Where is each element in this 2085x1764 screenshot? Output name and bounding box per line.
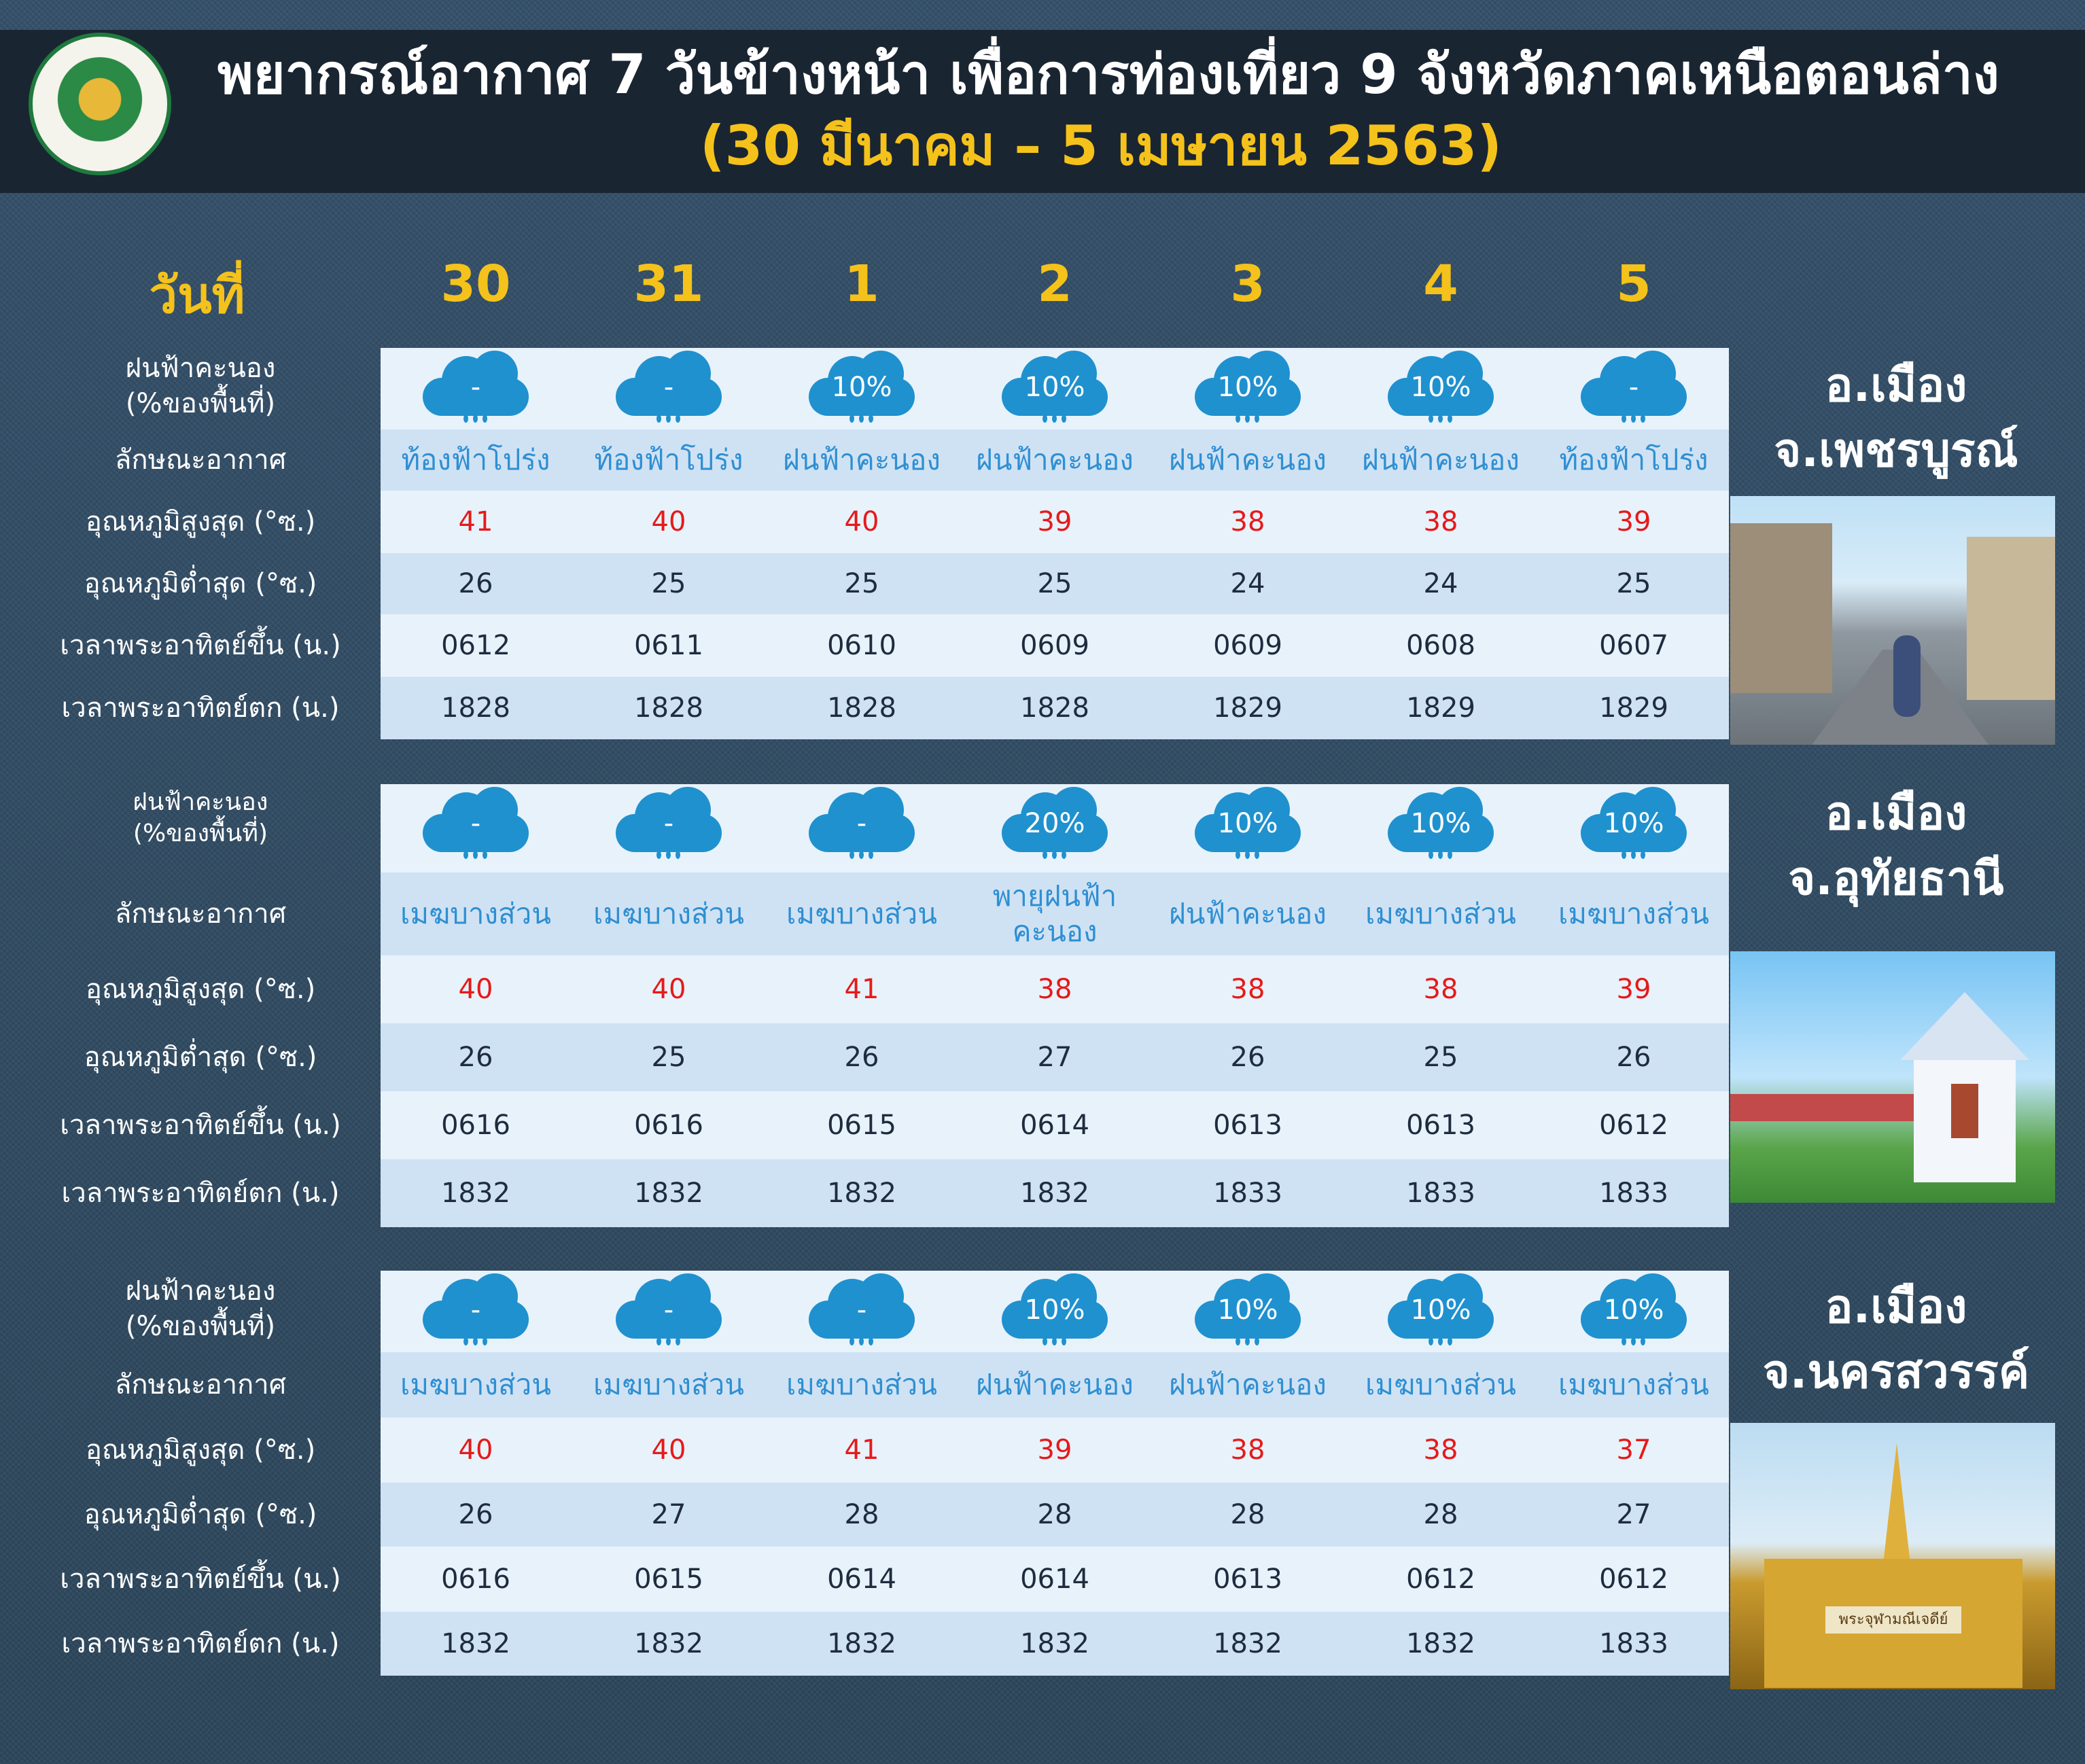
rain-percent: 10% bbox=[1410, 372, 1471, 403]
cell-sunset: 1832 bbox=[634, 1628, 703, 1659]
row-label-condition: ลักษณะอากาศ bbox=[114, 444, 287, 476]
place-district: อ.เมือง bbox=[1825, 787, 1967, 841]
row-label-min: อุณหภูมิต่ำสุด (°ซ.) bbox=[84, 568, 317, 599]
cell-min: 28 bbox=[1037, 1499, 1072, 1530]
raindrops-icon bbox=[1041, 851, 1068, 863]
raindrop bbox=[1052, 414, 1057, 423]
rain-percent: - bbox=[470, 1294, 481, 1326]
cell-sunset: 1833 bbox=[1599, 1628, 1668, 1659]
meteorological-department-logo bbox=[29, 33, 171, 175]
cell-sunrise: 0616 bbox=[441, 1110, 510, 1141]
raindrops-icon bbox=[462, 414, 489, 427]
cloud-shape bbox=[1002, 787, 1108, 855]
day-label: วันที่ bbox=[149, 266, 245, 325]
cell-sunrise: 0616 bbox=[441, 1564, 510, 1595]
raindrop bbox=[1245, 1337, 1250, 1345]
rain-cloud-icon bbox=[379, 351, 572, 427]
raindrops-icon bbox=[655, 851, 682, 863]
row-label-sunset: เวลาพระอาทิตย์ตก (น.) bbox=[61, 1628, 340, 1659]
cloud-shape bbox=[616, 1273, 722, 1341]
raindrops-icon bbox=[1234, 851, 1261, 863]
day-header: 4 bbox=[1423, 255, 1458, 313]
cell-condition: ฝนฟ้าคะนอง bbox=[1362, 443, 1520, 476]
rain-cloud-icon bbox=[379, 787, 572, 870]
raindrop bbox=[1052, 851, 1057, 859]
cell-max: 40 bbox=[651, 506, 686, 537]
raindrop bbox=[656, 1337, 661, 1345]
cell-condition: เมฆบางส่วน bbox=[786, 897, 937, 930]
cloud-shape bbox=[1195, 787, 1301, 855]
rain-cloud-icon bbox=[958, 351, 1151, 427]
cell-sunset: 1832 bbox=[1213, 1628, 1282, 1659]
raindrop bbox=[1448, 414, 1452, 423]
cell-min: 25 bbox=[844, 568, 879, 599]
day-header: 5 bbox=[1616, 255, 1651, 313]
motorbike-rider bbox=[1893, 635, 1921, 717]
raindrop bbox=[1429, 851, 1433, 859]
cell-condition: ท้องฟ้าโปร่ง bbox=[1559, 443, 1709, 476]
raindrop bbox=[463, 1337, 468, 1345]
cell-max: 40 bbox=[651, 974, 686, 1005]
rain-percent: 20% bbox=[1024, 808, 1085, 839]
cell-min: 25 bbox=[651, 1042, 686, 1073]
riverside-town bbox=[1730, 1094, 1934, 1121]
raindrops-icon bbox=[1041, 414, 1068, 427]
raindrop bbox=[1622, 851, 1626, 859]
cell-sunrise: 0607 bbox=[1599, 630, 1668, 661]
raindrop bbox=[1622, 1337, 1626, 1345]
raindrop bbox=[666, 851, 671, 859]
raindrop bbox=[1438, 851, 1443, 859]
rain-percent: - bbox=[856, 808, 867, 839]
rain-percent: - bbox=[663, 1294, 674, 1326]
row-label-rain: ฝนฟ้าคะนอง (%ของพื้นที่) bbox=[125, 1275, 276, 1342]
cell-max: 41 bbox=[844, 1434, 879, 1466]
raindrop bbox=[483, 1337, 487, 1345]
cell-sunset: 1829 bbox=[1599, 692, 1668, 724]
cell-sunrise: 0615 bbox=[827, 1110, 896, 1141]
place-district: อ.เมือง bbox=[1825, 1280, 1967, 1334]
raindrop bbox=[849, 851, 854, 859]
rain-percent: - bbox=[663, 372, 674, 403]
cell-min: 24 bbox=[1230, 568, 1265, 599]
cell-sunrise: 0610 bbox=[827, 630, 896, 661]
raindrop bbox=[1062, 414, 1066, 423]
cell-max: 38 bbox=[1230, 974, 1265, 1005]
cell-min: 26 bbox=[458, 568, 493, 599]
row-label-rain: ฝนฟ้าคะนอง (%ของพื้นที่) bbox=[133, 788, 268, 847]
day-header: 2 bbox=[1037, 255, 1072, 313]
cell-condition: พายุฝนฟ้า คะนอง bbox=[992, 879, 1117, 948]
raindrop bbox=[1641, 851, 1645, 859]
cell-sunrise: 0615 bbox=[634, 1564, 703, 1595]
raindrop bbox=[1245, 851, 1250, 859]
rain-percent: 10% bbox=[1410, 1294, 1471, 1326]
raindrops-icon bbox=[1427, 851, 1454, 863]
pavilion-roof bbox=[1900, 992, 2029, 1060]
cell-max: 37 bbox=[1616, 1434, 1651, 1466]
rain-cloud-icon bbox=[1151, 351, 1344, 427]
cloud-shape bbox=[423, 351, 529, 419]
cell-sunrise: 0613 bbox=[1213, 1564, 1282, 1595]
cell-condition: ฝนฟ้าคะนอง bbox=[1169, 1368, 1327, 1401]
raindrop bbox=[849, 414, 854, 423]
cell-sunset: 1833 bbox=[1213, 1178, 1282, 1209]
raindrop bbox=[1641, 1337, 1645, 1345]
raindrop bbox=[1245, 414, 1250, 423]
raindrop bbox=[1236, 1337, 1240, 1345]
raindrop bbox=[463, 414, 468, 423]
cell-sunset: 1828 bbox=[827, 692, 896, 724]
raindrop bbox=[1236, 851, 1240, 859]
raindrop bbox=[1631, 414, 1636, 423]
cell-sunset: 1828 bbox=[634, 692, 703, 724]
day-header: 30 bbox=[440, 255, 511, 313]
cloud-shape bbox=[1195, 1273, 1301, 1341]
rain-percent: - bbox=[663, 808, 674, 839]
raindrop bbox=[1236, 414, 1240, 423]
cell-min: 27 bbox=[1037, 1042, 1072, 1073]
cell-sunrise: 0614 bbox=[1020, 1564, 1089, 1595]
cloud-shape bbox=[423, 787, 529, 855]
raindrop bbox=[1641, 414, 1645, 423]
rain-cloud-icon bbox=[958, 1273, 1151, 1350]
raindrop bbox=[1622, 414, 1626, 423]
raindrops-icon bbox=[1620, 851, 1647, 863]
cloud-shape bbox=[809, 1273, 915, 1341]
cell-sunset: 1829 bbox=[1406, 692, 1475, 724]
cell-min: 28 bbox=[1230, 1499, 1265, 1530]
cell-min: 27 bbox=[1616, 1499, 1651, 1530]
raindrops-icon bbox=[848, 414, 875, 427]
rain-cloud-icon bbox=[1151, 787, 1344, 870]
cell-min: 25 bbox=[651, 568, 686, 599]
raindrop bbox=[1255, 414, 1259, 423]
cell-min: 26 bbox=[1230, 1042, 1265, 1073]
cell-min: 24 bbox=[1423, 568, 1458, 599]
cell-condition: เมฆบางส่วน bbox=[400, 1368, 551, 1401]
cell-sunrise: 0613 bbox=[1213, 1110, 1282, 1141]
street-scene-photo bbox=[1730, 496, 2055, 745]
rain-cloud-icon bbox=[1537, 787, 1730, 870]
day-header: 1 bbox=[844, 255, 879, 313]
cell-max: 38 bbox=[1037, 974, 1072, 1005]
cloud-shape bbox=[423, 1273, 529, 1341]
cell-sunset: 1832 bbox=[827, 1178, 896, 1209]
row-label-condition: ลักษณะอากาศ bbox=[114, 1369, 287, 1400]
rain-percent: 10% bbox=[1217, 808, 1278, 839]
cell-sunset: 1832 bbox=[1020, 1178, 1089, 1209]
raindrop bbox=[473, 1337, 478, 1345]
rain-cloud-icon bbox=[765, 351, 958, 427]
cell-condition: ฝนฟ้าคะนอง bbox=[1169, 897, 1327, 930]
place-province: จ.อุทัยธานี bbox=[1788, 852, 2004, 906]
place-district: อ.เมือง bbox=[1825, 359, 1967, 412]
cell-max: 39 bbox=[1616, 974, 1651, 1005]
row-label-min: อุณหภูมิต่ำสุด (°ซ.) bbox=[84, 1042, 317, 1073]
raindrop bbox=[849, 1337, 854, 1345]
pavilion-window bbox=[1951, 1084, 1978, 1138]
cell-max: 41 bbox=[844, 974, 879, 1005]
cell-condition: ท้องฟ้าโปร่ง bbox=[594, 443, 743, 476]
building-left bbox=[1730, 523, 1832, 693]
cell-min: 26 bbox=[844, 1042, 879, 1073]
row-label-max: อุณหภูมิสูงสุด (°ซ.) bbox=[85, 1434, 316, 1466]
cell-condition: ฝนฟ้าคะนอง bbox=[976, 443, 1134, 476]
raindrop bbox=[473, 851, 478, 859]
row-label-condition: ลักษณะอากาศ bbox=[114, 898, 287, 930]
rain-percent: 10% bbox=[1217, 1294, 1278, 1326]
raindrop bbox=[676, 851, 680, 859]
raindrop bbox=[1448, 1337, 1452, 1345]
raindrop bbox=[869, 851, 873, 859]
raindrop bbox=[666, 1337, 671, 1345]
cell-condition: เมฆบางส่วน bbox=[1365, 1368, 1516, 1401]
rain-cloud-icon bbox=[1344, 787, 1537, 870]
raindrop bbox=[1052, 1337, 1057, 1345]
raindrops-icon bbox=[848, 1337, 875, 1350]
raindrops-icon bbox=[1620, 414, 1647, 427]
cell-min: 28 bbox=[844, 1499, 879, 1530]
row-label-sunset: เวลาพระอาทิตย์ตก (น.) bbox=[61, 692, 340, 724]
raindrop bbox=[1062, 851, 1066, 859]
cell-min: 25 bbox=[1616, 568, 1651, 599]
cell-max: 40 bbox=[844, 506, 879, 537]
row-label-sunrise: เวลาพระอาทิตย์ขึ้น (น.) bbox=[60, 1564, 341, 1595]
cell-max: 38 bbox=[1423, 506, 1458, 537]
raindrop bbox=[473, 414, 478, 423]
cell-max: 39 bbox=[1037, 506, 1072, 537]
cell-max: 40 bbox=[651, 1434, 686, 1466]
cell-max: 38 bbox=[1230, 506, 1265, 537]
cloud-shape bbox=[1581, 787, 1687, 855]
cell-sunset: 1832 bbox=[827, 1628, 896, 1659]
rain-percent: - bbox=[470, 372, 481, 403]
cell-condition: เมฆบางส่วน bbox=[1558, 1368, 1709, 1401]
cloud-shape bbox=[1581, 1273, 1687, 1341]
cell-sunrise: 0609 bbox=[1020, 630, 1089, 661]
raindrop bbox=[1448, 851, 1452, 859]
raindrop bbox=[859, 414, 864, 423]
rain-cloud-icon bbox=[1344, 351, 1537, 427]
row-label-min: อุณหภูมิต่ำสุด (°ซ.) bbox=[84, 1499, 317, 1530]
raindrop bbox=[463, 851, 468, 859]
cell-sunrise: 0612 bbox=[1599, 1110, 1668, 1141]
cell-sunrise: 0612 bbox=[441, 630, 510, 661]
day-header: 3 bbox=[1230, 255, 1265, 313]
cell-min: 25 bbox=[1037, 568, 1072, 599]
place-province: จ.เพชรบูรณ์ bbox=[1774, 424, 2018, 478]
page-subtitle: (30 มีนาคม – 5 เมษายน 2563) bbox=[700, 114, 1502, 177]
cell-max: 38 bbox=[1423, 1434, 1458, 1466]
rain-cloud-icon bbox=[1537, 1273, 1730, 1350]
raindrop bbox=[1438, 414, 1443, 423]
raindrop bbox=[1429, 1337, 1433, 1345]
cell-sunset: 1832 bbox=[634, 1178, 703, 1209]
cell-min: 26 bbox=[458, 1499, 493, 1530]
rain-percent: - bbox=[856, 1294, 867, 1326]
raindrops-icon bbox=[1234, 414, 1261, 427]
cloud-shape bbox=[1002, 351, 1108, 419]
cell-condition: ฝนฟ้าคะนอง bbox=[976, 1368, 1134, 1401]
rain-cloud-icon bbox=[958, 787, 1151, 870]
cell-max: 40 bbox=[458, 1434, 493, 1466]
raindrops-icon bbox=[655, 1337, 682, 1350]
rain-cloud-icon bbox=[1151, 1273, 1344, 1350]
raindrops-icon bbox=[1041, 1337, 1068, 1350]
cloud-shape bbox=[1388, 787, 1494, 855]
cloud-shape bbox=[1195, 351, 1301, 419]
cell-condition: เมฆบางส่วน bbox=[593, 1368, 744, 1401]
rain-percent: 10% bbox=[831, 372, 892, 403]
cell-sunset: 1829 bbox=[1213, 692, 1282, 724]
page-title: พยากรณ์อากาศ 7 วันข้างหน้า เพื่อการท่องเที่ยว 9 จังหวัดภาคเหนือตอนล่าง bbox=[217, 43, 1999, 106]
cell-max: 38 bbox=[1230, 1434, 1265, 1466]
raindrop bbox=[1438, 1337, 1443, 1345]
cell-sunset: 1832 bbox=[441, 1628, 510, 1659]
cell-sunrise: 0616 bbox=[634, 1110, 703, 1141]
raindrop bbox=[1255, 1337, 1259, 1345]
raindrop bbox=[1062, 1337, 1066, 1345]
rain-percent: 10% bbox=[1410, 808, 1471, 839]
raindrops-icon bbox=[462, 851, 489, 863]
raindrop bbox=[666, 414, 671, 423]
cell-max: 38 bbox=[1423, 974, 1458, 1005]
raindrop bbox=[656, 414, 661, 423]
cell-condition: เมฆบางส่วน bbox=[593, 897, 744, 930]
cloud-shape bbox=[1388, 351, 1494, 419]
rain-percent: - bbox=[470, 808, 481, 839]
cloud-shape bbox=[616, 787, 722, 855]
raindrop bbox=[859, 1337, 864, 1345]
cell-max: 39 bbox=[1616, 506, 1651, 537]
raindrops-icon bbox=[1427, 414, 1454, 427]
row-label-sunrise: เวลาพระอาทิตย์ขึ้น (น.) bbox=[60, 630, 341, 661]
rain-percent: 10% bbox=[1024, 1294, 1085, 1326]
cell-sunrise: 0608 bbox=[1406, 630, 1475, 661]
cell-sunrise: 0614 bbox=[1020, 1110, 1089, 1141]
raindrop bbox=[1631, 851, 1636, 859]
cell-condition: ท้องฟ้าโปร่ง bbox=[401, 443, 550, 476]
cell-sunset: 1833 bbox=[1406, 1178, 1475, 1209]
cell-min: 27 bbox=[651, 1499, 686, 1530]
cell-min: 26 bbox=[1616, 1042, 1651, 1073]
cell-min: 26 bbox=[458, 1042, 493, 1073]
raindrop bbox=[1042, 1337, 1047, 1345]
cloud-shape bbox=[1388, 1273, 1494, 1341]
raindrops-icon bbox=[1234, 1337, 1261, 1350]
raindrop bbox=[483, 851, 487, 859]
raindrops-icon bbox=[462, 1337, 489, 1350]
cell-sunset: 1828 bbox=[1020, 692, 1089, 724]
cloud-shape bbox=[1002, 1273, 1108, 1341]
rain-cloud-icon bbox=[765, 1273, 958, 1350]
building-right bbox=[1967, 537, 2055, 700]
cell-sunrise: 0612 bbox=[1599, 1564, 1668, 1595]
rain-cloud-icon bbox=[572, 787, 765, 870]
logo-emblem-icon bbox=[53, 57, 147, 151]
cell-min: 28 bbox=[1423, 1499, 1458, 1530]
raindrops-icon bbox=[1427, 1337, 1454, 1350]
cell-max: 41 bbox=[458, 506, 493, 537]
raindrop bbox=[1255, 851, 1259, 859]
cell-sunrise: 0609 bbox=[1213, 630, 1282, 661]
raindrop bbox=[656, 851, 661, 859]
row-label-rain: ฝนฟ้าคะนอง (%ของพื้นที่) bbox=[125, 353, 276, 419]
raindrops-icon bbox=[655, 414, 682, 427]
row-label-sunrise: เวลาพระอาทิตย์ขึ้น (น.) bbox=[60, 1110, 341, 1141]
row-label-max: อุณหภูมิสูงสุด (°ซ.) bbox=[85, 974, 316, 1005]
cell-condition: ฝนฟ้าคะนอง bbox=[1169, 443, 1327, 476]
cell-sunset: 1832 bbox=[1020, 1628, 1089, 1659]
raindrop bbox=[483, 414, 487, 423]
cell-sunset: 1833 bbox=[1599, 1178, 1668, 1209]
raindrop bbox=[1631, 1337, 1636, 1345]
raindrops-icon bbox=[848, 851, 875, 863]
raindrop bbox=[1042, 414, 1047, 423]
rain-cloud-icon bbox=[572, 351, 765, 427]
cell-sunrise: 0611 bbox=[634, 630, 703, 661]
golden-pagoda-photo bbox=[1730, 1423, 2055, 1689]
raindrop bbox=[869, 1337, 873, 1345]
rain-cloud-icon bbox=[1344, 1273, 1537, 1350]
rain-cloud-icon bbox=[572, 1273, 765, 1350]
rain-percent: - bbox=[1628, 372, 1639, 403]
cell-sunrise: 0613 bbox=[1406, 1110, 1475, 1141]
cloud-shape bbox=[809, 787, 915, 855]
rain-percent: 10% bbox=[1603, 808, 1664, 839]
cell-max: 40 bbox=[458, 974, 493, 1005]
raindrop bbox=[676, 1337, 680, 1345]
rain-cloud-icon bbox=[379, 1273, 572, 1350]
cell-sunrise: 0614 bbox=[827, 1564, 896, 1595]
raindrop bbox=[859, 851, 864, 859]
cell-condition: ฝนฟ้าคะนอง bbox=[783, 443, 941, 476]
rain-cloud-icon bbox=[765, 787, 958, 870]
photo-caption: พระจุฬามณีเจดีย์ bbox=[1825, 1606, 1961, 1634]
raindrop bbox=[1042, 851, 1047, 859]
cell-condition: เมฆบางส่วน bbox=[400, 897, 551, 930]
cloud-shape bbox=[809, 351, 915, 419]
cloud-shape bbox=[616, 351, 722, 419]
cell-sunset: 1832 bbox=[441, 1178, 510, 1209]
rain-percent: 10% bbox=[1217, 372, 1278, 403]
cell-condition: เมฆบางส่วน bbox=[786, 1368, 937, 1401]
cell-sunset: 1832 bbox=[1406, 1628, 1475, 1659]
cell-sunrise: 0612 bbox=[1406, 1564, 1475, 1595]
place-province: จ.นครสวรรค์ bbox=[1762, 1345, 2030, 1399]
rain-cloud-icon bbox=[1537, 351, 1730, 427]
row-label-max: อุณหภูมิสูงสุด (°ซ.) bbox=[85, 506, 316, 537]
rain-percent: 10% bbox=[1024, 372, 1085, 403]
day-header: 31 bbox=[633, 255, 704, 313]
raindrop bbox=[676, 414, 680, 423]
row-label-sunset: เวลาพระอาทิตย์ตก (น.) bbox=[61, 1178, 340, 1209]
cell-max: 39 bbox=[1037, 1434, 1072, 1466]
white-pavilion-photo bbox=[1730, 951, 2055, 1203]
rain-percent: 10% bbox=[1603, 1294, 1664, 1326]
cloud-shape bbox=[1581, 351, 1687, 419]
cell-condition: เมฆบางส่วน bbox=[1365, 897, 1516, 930]
raindrop bbox=[1429, 414, 1433, 423]
raindrops-icon bbox=[1620, 1337, 1647, 1350]
cell-condition: เมฆบางส่วน bbox=[1558, 897, 1709, 930]
cell-sunset: 1828 bbox=[441, 692, 510, 724]
raindrop bbox=[869, 414, 873, 423]
cell-min: 25 bbox=[1423, 1042, 1458, 1073]
